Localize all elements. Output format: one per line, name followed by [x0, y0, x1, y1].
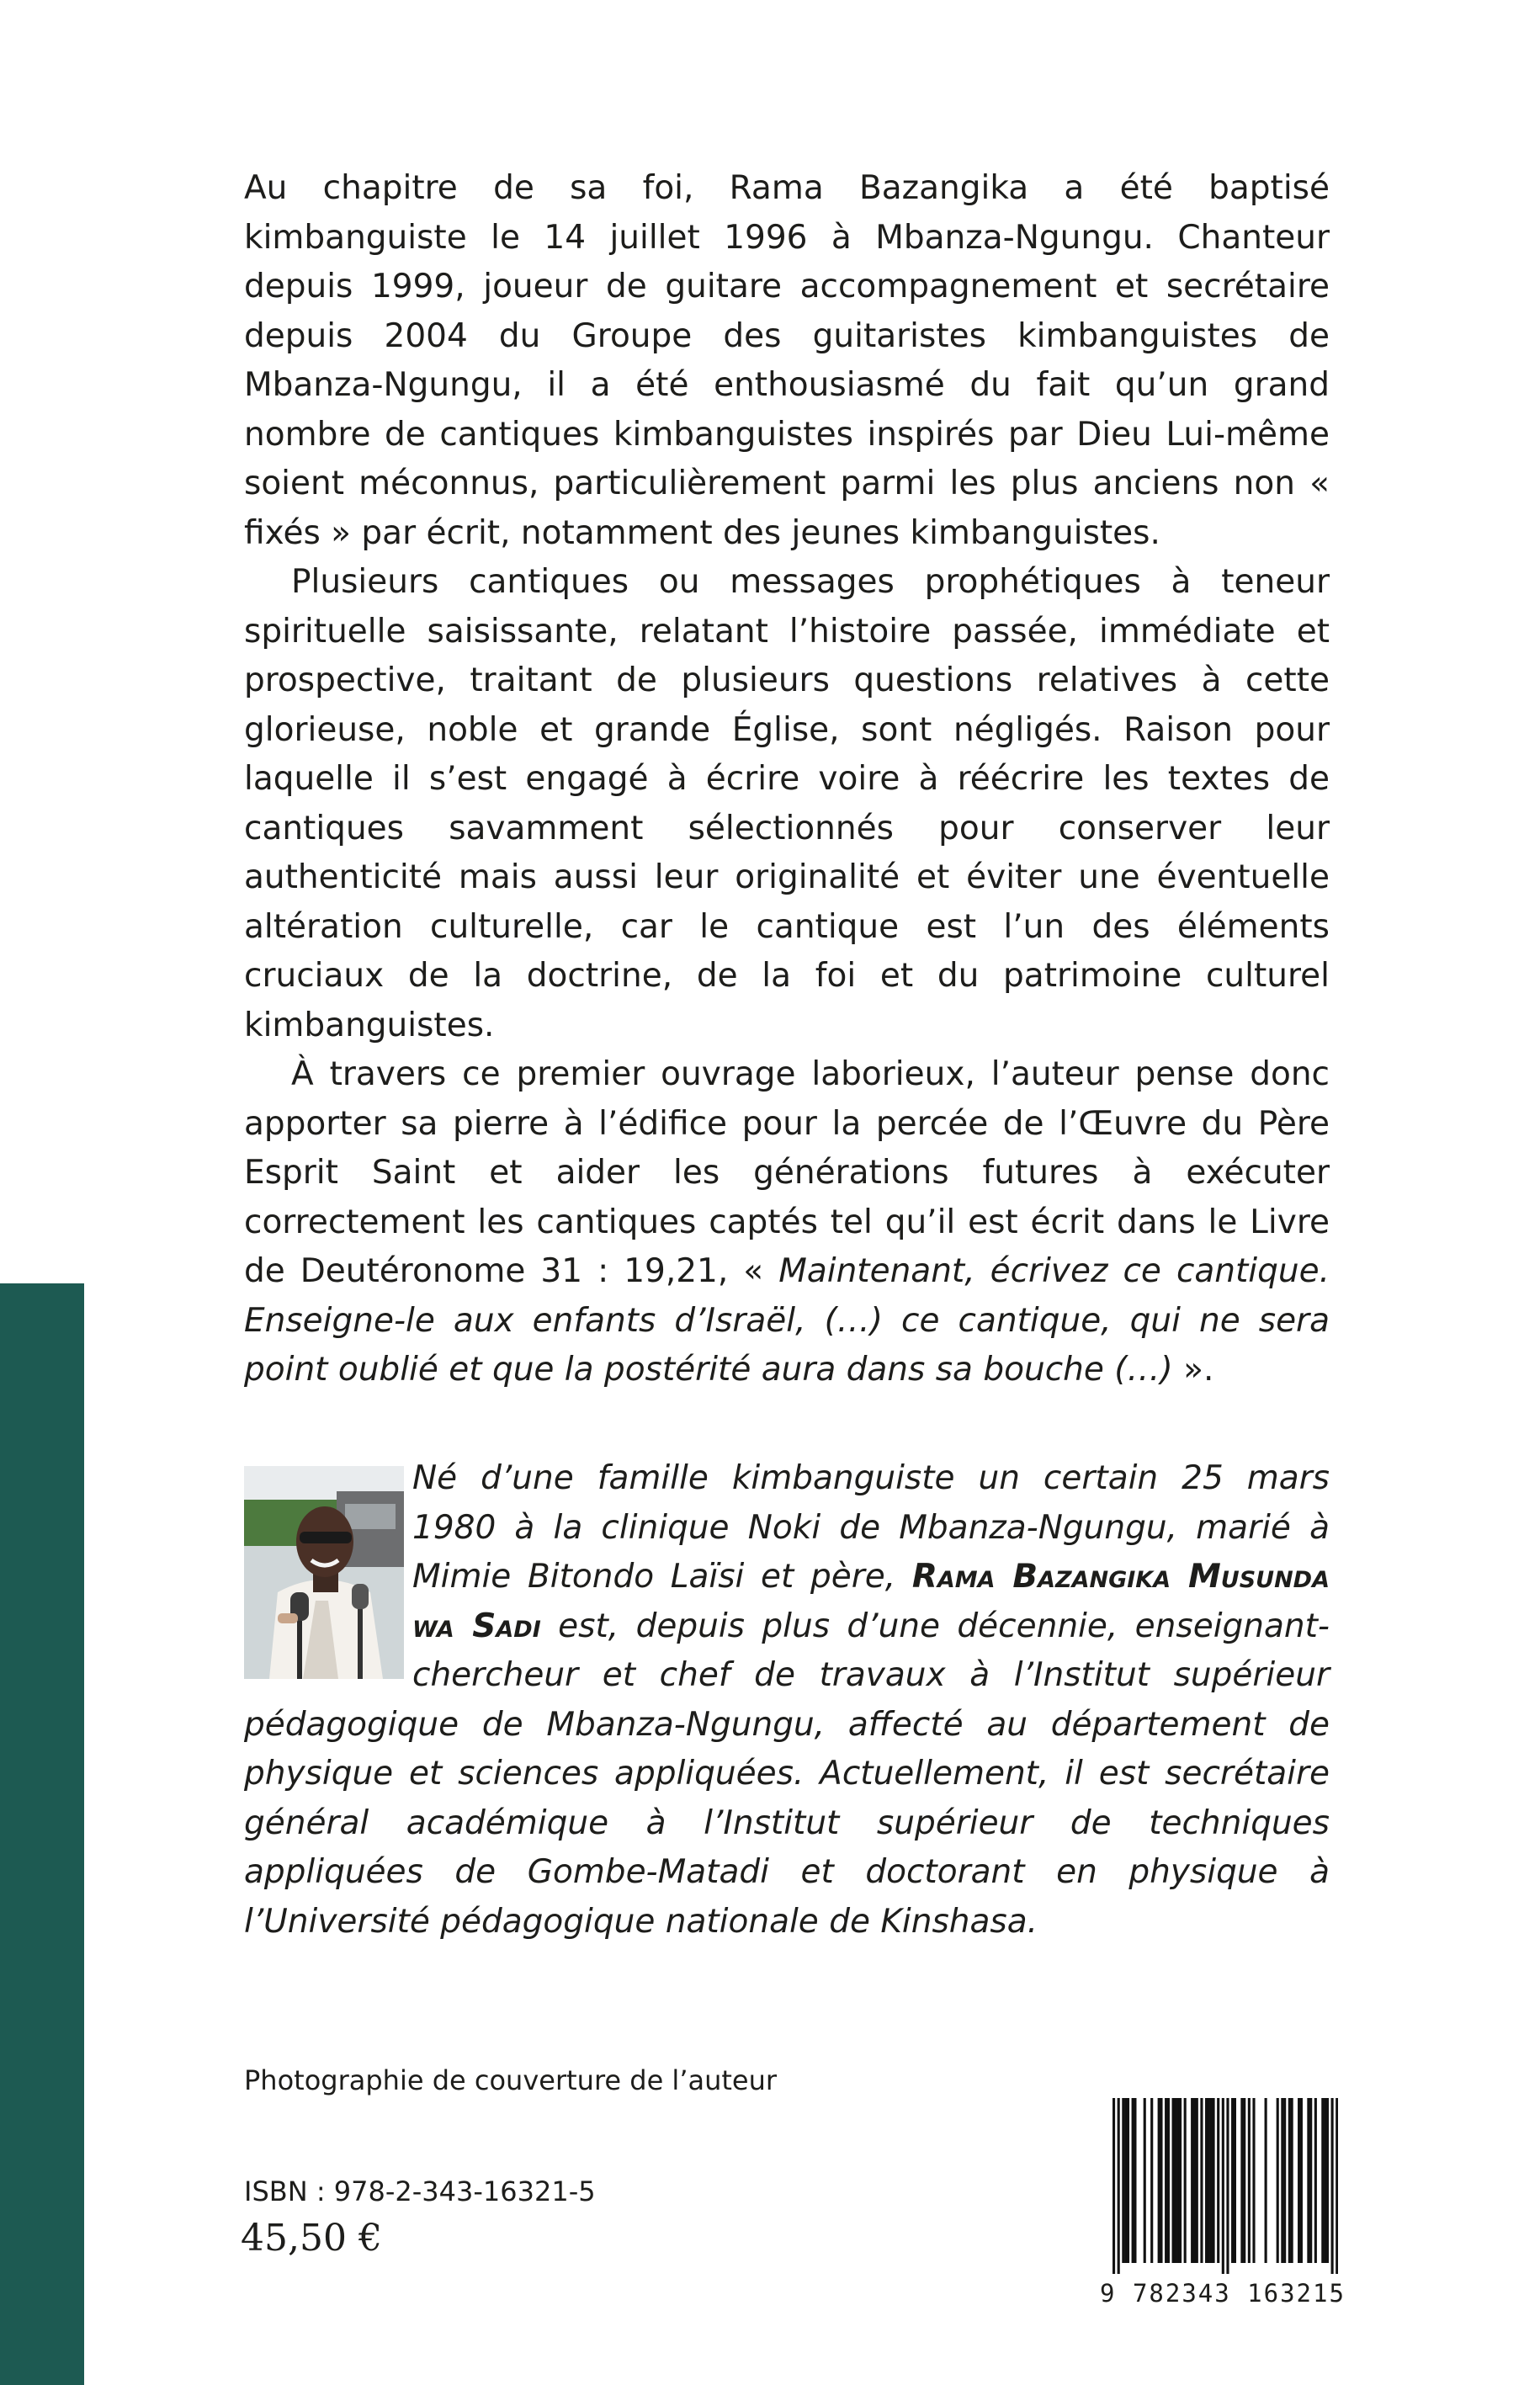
isbn: ISBN : 978-2-343-16321-5 — [244, 2175, 596, 2207]
barcode-bar — [1118, 2098, 1120, 2274]
barcode-bar — [1200, 2098, 1203, 2263]
barcode-bar — [1113, 2098, 1115, 2274]
barcode-bar — [1307, 2098, 1309, 2263]
paragraph-3-text: À travers ce premier ouvrage laborieux, l’auteur pense donc apporter sa pierre à l’édifice pour la percée de l’Œuvre du Père Esprit Saint et aider les générations futures à exécuter correctement les cantiques captés tel qu’il est écrit dans le Livre de Deutéronome 31 : 19,21, « — [244, 1055, 1330, 1290]
barcode-bar — [1217, 2098, 1219, 2263]
barcode-bar — [1172, 2098, 1175, 2263]
blurb-paragraph-1: Au chapitre de sa foi, Rama Bazangika a été baptisé kimbanguiste le 14 juillet 1996 à Mbanza-Ngungu. Chanteur depuis 1999, joueur de guitare accompagnement et secrétaire depuis 2004 du Groupe des guitaristes kimbanguistes de Mbanza-Ngungu, il a été enthousiasmé du fait qu’un grand nombre de cantiques kimbanguistes inspirés par Dieu Lui-même soient méconnus, particulièrement parmi les plus anciens non « fixés » par écrit, notamment des jeunes kimbanguistes. — [244, 169, 1330, 552]
barcode-bar — [1176, 2098, 1179, 2263]
barcode-bar — [1184, 2098, 1187, 2263]
barcode-bar — [1167, 2098, 1170, 2263]
photo-float-space — [244, 1466, 412, 1671]
barcode-bar — [1288, 2098, 1291, 2263]
barcode-bar — [1160, 2098, 1162, 2263]
barcode-bar — [1191, 2098, 1193, 2263]
barcode-bar — [1231, 2098, 1234, 2263]
barcode-bar — [1127, 2098, 1129, 2263]
barcode-bar — [1243, 2098, 1245, 2263]
barcode-bar — [1331, 2098, 1334, 2274]
barcode-bar — [1336, 2098, 1338, 2274]
barcode-bar — [1234, 2098, 1236, 2263]
green-spine-stripe — [0, 1283, 84, 2385]
barcode-bar — [1158, 2098, 1160, 2263]
barcode-bar — [1309, 2098, 1312, 2263]
barcode-bar — [1281, 2098, 1283, 2263]
barcode-bar — [1291, 2098, 1293, 2263]
barcode-bar — [1326, 2098, 1329, 2263]
bio-text-part-1: Né d’une famille kimbanguiste un certain 25 mars 1980 à la clinique Noki de Mbanza-Ngungu, marié à Mimie Bitondo Laïsi et père, — [412, 1459, 1330, 1596]
price: 45,50 € — [241, 2217, 382, 2260]
barcode-bar — [1277, 2098, 1279, 2263]
barcode-bar — [1298, 2098, 1300, 2263]
barcode-bar — [1226, 2098, 1229, 2274]
barcode-bar — [1208, 2098, 1210, 2263]
barcode-bar — [1179, 2098, 1182, 2263]
blurb-paragraph-3 — [244, 1050, 1330, 1395]
barcode-bar — [1150, 2098, 1153, 2263]
barcode-bar — [1321, 2098, 1324, 2263]
barcode-bar — [1132, 2098, 1134, 2263]
barcode-bar — [1122, 2098, 1124, 2263]
barcode-bar — [1324, 2098, 1326, 2263]
barcode-bar — [1252, 2098, 1255, 2263]
paragraph-3-end: ». — [1172, 1351, 1214, 1389]
blurb-text — [244, 164, 1330, 1395]
barcode-bar — [1210, 2098, 1213, 2263]
barcode-bar — [1248, 2098, 1251, 2263]
barcode-bar — [1314, 2098, 1317, 2263]
barcode-bar — [1205, 2098, 1208, 2263]
barcode-bar — [1300, 2098, 1303, 2263]
deuteronomy-quote: Maintenant, écrivez ce cantique. Enseigne-le aux enfants d’Israël, (…) ce cantique, qui ne sera point oublié et que la postérité aura dans sa bouche (…) — [244, 1252, 1330, 1389]
blurb-paragraph-2: Plusieurs cantiques ou messages prophétiques à teneur spirituelle saisissante, relatant l’histoire passée, immédiate et prospective, traitant de plusieurs questions relatives à cette glorieuse, noble et grande Église, sont négligés. Raison pour laquelle il s’est engagé à écrire voire à réécrire les textes de cantiques savamment sélectionnés pour conserver leur authenticité mais aussi leur originalité et éviter une éventuelle altération culturelle, car le cantique est l’un des éléments cruciaux de la doctrine, de la foi et du patrimoine culturel kimbanguistes. — [244, 563, 1330, 1044]
barcode-bar — [1222, 2098, 1224, 2274]
barcode-bar — [1174, 2098, 1176, 2263]
barcode-bar — [1165, 2098, 1167, 2263]
barcode-bar — [1240, 2098, 1243, 2263]
barcode-bar — [1212, 2098, 1214, 2263]
bio-text-part-2: est, depuis plus d’une décennie, enseignant-chercheur et chef de travaux à l’Institut supérieur pédagogique de Mbanza-Ngungu, affecté au département de physique et sciences appliquées. Actuellement, il est secrétaire général académique à l’Institut supérieur de techniques appliquées de Gombe-Matadi et doctorant en physique à l’Université pédagogique nationale de Kinshasa. — [244, 1607, 1330, 1941]
author-name: Rama Bazangika Musunda wa Sadi — [412, 1558, 1330, 1645]
barcode-bar — [1283, 2098, 1286, 2263]
barcode — [1113, 2098, 1338, 2274]
barcode-bar — [1124, 2098, 1127, 2263]
barcode-bar — [1134, 2098, 1136, 2263]
photo-credit: Photographie de couverture de l’auteur — [244, 2064, 778, 2096]
barcode-bar — [1193, 2098, 1196, 2263]
barcode-bar — [1196, 2098, 1198, 2263]
author-biography — [244, 1454, 1330, 1947]
barcode-number: 9 782343 163215 — [1100, 2279, 1346, 2308]
barcode-bar — [1265, 2098, 1267, 2263]
barcode-bar — [1144, 2098, 1146, 2263]
